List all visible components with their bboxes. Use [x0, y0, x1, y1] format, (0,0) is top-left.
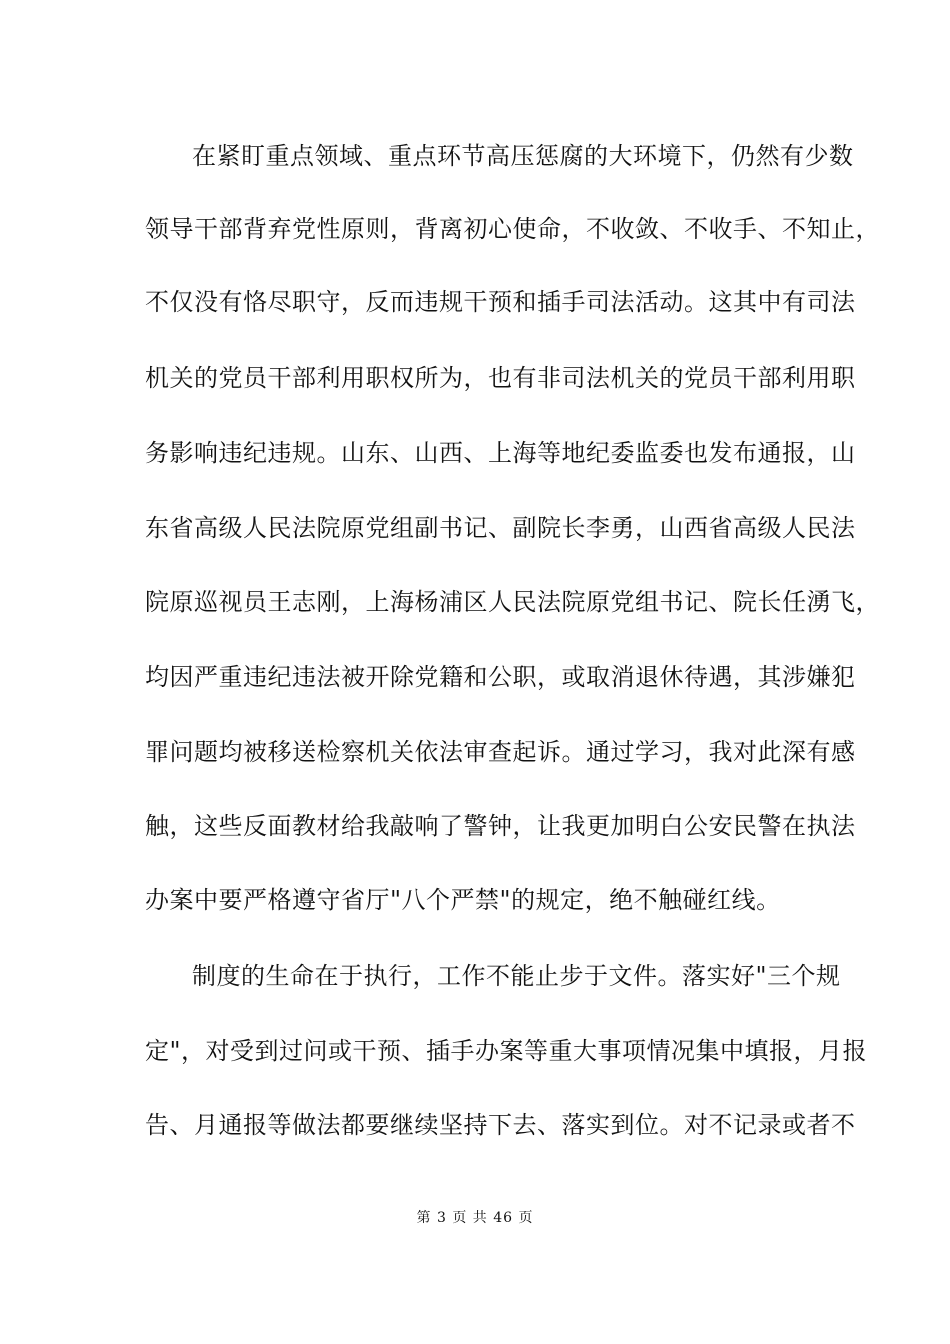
- paragraph-line: 在紧盯重点领域、重点环节高压惩腐的大环境下，仍然有少数: [192, 142, 854, 170]
- footer-suffix: 页: [518, 1210, 534, 1226]
- footer-total-pages: 46: [493, 1210, 514, 1226]
- paragraph-line: 告、月通报等做法都要继续坚持下去、落实到位。对不记录或者不: [145, 1111, 856, 1139]
- footer-prefix: 第: [416, 1210, 432, 1226]
- paragraph-line: 触，这些反面教材给我敲响了警钟，让我更加明白公安民警在执法: [145, 812, 856, 840]
- paragraph-line: 机关的党员干部利用职权所为，也有非司法机关的党员干部利用职: [145, 364, 856, 392]
- page-footer: [0, 1208, 950, 1228]
- paragraph-line: 均因严重违纪违法被开除党籍和公职，或取消退休待遇，其涉嫌犯: [145, 663, 856, 691]
- footer-middle: 页 共: [452, 1210, 488, 1226]
- paragraph-line: 务影响违纪违规。山东、山西、上海等地纪委监委也发布通报，山: [145, 439, 856, 467]
- paragraph-line: 制度的生命在于执行，工作不能止步于文件。落实好"三个规: [192, 962, 841, 990]
- paragraph-line: 定"，对受到过问或干预、插手办案等重大事项情况集中填报，月报: [145, 1037, 868, 1065]
- paragraph-line: 罪问题均被移送检察机关依法审查起诉。通过学习，我对此深有感: [145, 738, 856, 766]
- paragraph-line: 院原巡视员王志刚，上海杨浦区人民法院原党组书记、院长任湧飞，: [145, 588, 880, 616]
- paragraph-line: 不仅没有恪尽职守，反而违规干预和插手司法活动。这其中有司法: [145, 288, 856, 316]
- paragraph-line: 东省高级人民法院原党组副书记、副院长李勇，山西省高级人民法: [145, 514, 856, 542]
- paragraph-line: 办案中要严格遵守省厅"八个严禁"的规定，绝不触碰红线。: [145, 886, 781, 914]
- footer-page-number: 3: [436, 1210, 447, 1226]
- paragraph-line: 领导干部背弃党性原则，背离初心使命，不收敛、不收手、不知止，: [145, 215, 880, 243]
